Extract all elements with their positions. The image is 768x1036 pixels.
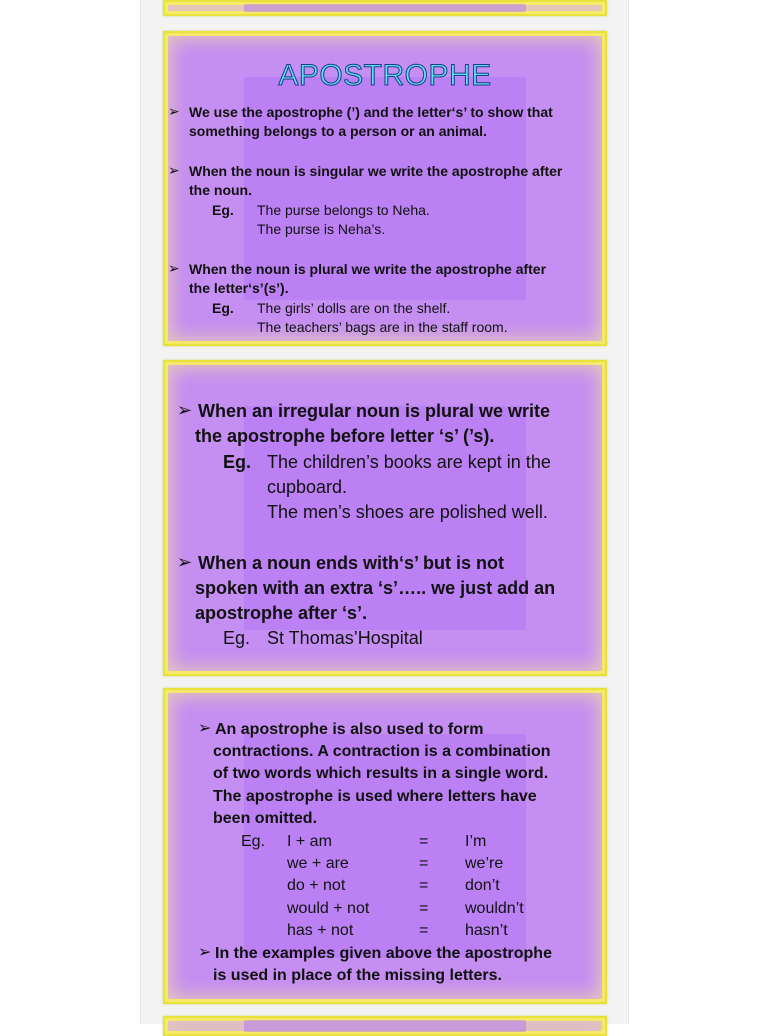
- example-label: Eg.: [223, 452, 252, 472]
- rule-1-line-2: the apostrophe before letter ‘s’ (’s).: [195, 426, 495, 446]
- rule-2-line-1: When a noun ends with‘s’ but is not: [198, 553, 504, 573]
- example-1-line-2: cupboard.: [267, 477, 348, 497]
- bullet-arrow-icon: ➢: [168, 103, 180, 119]
- rule-2-line-1: In the examples given above the apostrophe: [215, 945, 552, 962]
- slide-apostrophe-intro: [163, 31, 607, 346]
- bullet-arrow-icon: ➢: [198, 720, 212, 737]
- slide-title: APOSTROPHE: [278, 59, 492, 92]
- contraction-left: do + not: [287, 877, 346, 894]
- rule-2-line-3: apostrophe after ‘s’.: [195, 603, 368, 623]
- example-label: Eg.: [241, 833, 266, 850]
- equals-sign: =: [419, 922, 429, 939]
- rule-1-line-3: of two words which results in a single word.: [213, 765, 549, 782]
- rule-2-line-2: spoken with an extra ‘s’….. we just add an: [195, 578, 556, 598]
- rule-2-line-2: is used in place of the missing letters.: [213, 967, 502, 984]
- slide-irregular-plurals: [163, 360, 607, 676]
- example-2: The purse is Neha’s.: [257, 221, 386, 237]
- bullet-arrow-icon: ➢: [168, 162, 180, 178]
- example-label: Eg.: [212, 300, 234, 316]
- contraction-right: don’t: [465, 877, 500, 894]
- rule-1-line-2: contractions. A contraction is a combination: [213, 743, 551, 760]
- rule-1-line-1: We use the apostrophe (’) and the letter‘s’ to show that: [189, 104, 553, 120]
- equals-sign: =: [419, 877, 429, 894]
- contraction-left: we + are: [287, 855, 349, 872]
- bullet-arrow-icon: ➢: [198, 944, 212, 961]
- rule-3-line-2: the letter‘s’(s’).: [189, 280, 289, 296]
- rule-2-line-1: When the noun is singular we write the apostrophe after: [189, 163, 563, 179]
- contraction-right: I’m: [465, 833, 487, 850]
- slide-contractions: [163, 688, 607, 1004]
- rule-1-line-1: An apostrophe is also used to form: [215, 721, 484, 738]
- example-2: The teachers’ bags are in the staff room.: [257, 319, 508, 335]
- rule-1-line-1: When an irregular noun is plural we write: [198, 401, 551, 421]
- example-2: The men’s shoes are polished well.: [267, 502, 548, 522]
- bullet-arrow-icon: ➢: [177, 552, 193, 572]
- contraction-left: has + not: [287, 922, 354, 939]
- slide-partial-top: [163, 0, 607, 16]
- equals-sign: =: [419, 833, 429, 850]
- contraction-right: hasn’t: [465, 922, 508, 939]
- rule-1-line-4: The apostrophe is used where letters have: [213, 788, 537, 805]
- example-1: St Thomas’Hospital: [267, 628, 423, 648]
- slide-partial-bottom: [163, 1016, 607, 1036]
- bullet-arrow-icon: ➢: [177, 400, 193, 420]
- contraction-left: would + not: [287, 900, 370, 917]
- example-1: The girls’ dolls are on the shelf.: [257, 300, 451, 316]
- contraction-right: wouldn’t: [465, 900, 524, 917]
- equals-sign: =: [419, 900, 429, 917]
- rule-3-line-1: When the noun is plural we write the apostrophe after: [189, 261, 547, 277]
- example-1-line-1: The children’s books are kept in the: [267, 452, 551, 472]
- example-label: Eg.: [212, 202, 234, 218]
- rule-1-line-5: been omitted.: [213, 810, 318, 827]
- bullet-arrow-icon: ➢: [168, 260, 180, 276]
- example-label: Eg.: [223, 628, 251, 648]
- rule-2-line-2: the noun.: [189, 182, 252, 198]
- contraction-right: we’re: [465, 855, 504, 872]
- example-1: The purse belongs to Neha.: [257, 202, 430, 218]
- contraction-left: I + am: [287, 833, 332, 850]
- rule-1-line-2: something belongs to a person or an animal.: [189, 123, 487, 139]
- equals-sign: =: [419, 855, 429, 872]
